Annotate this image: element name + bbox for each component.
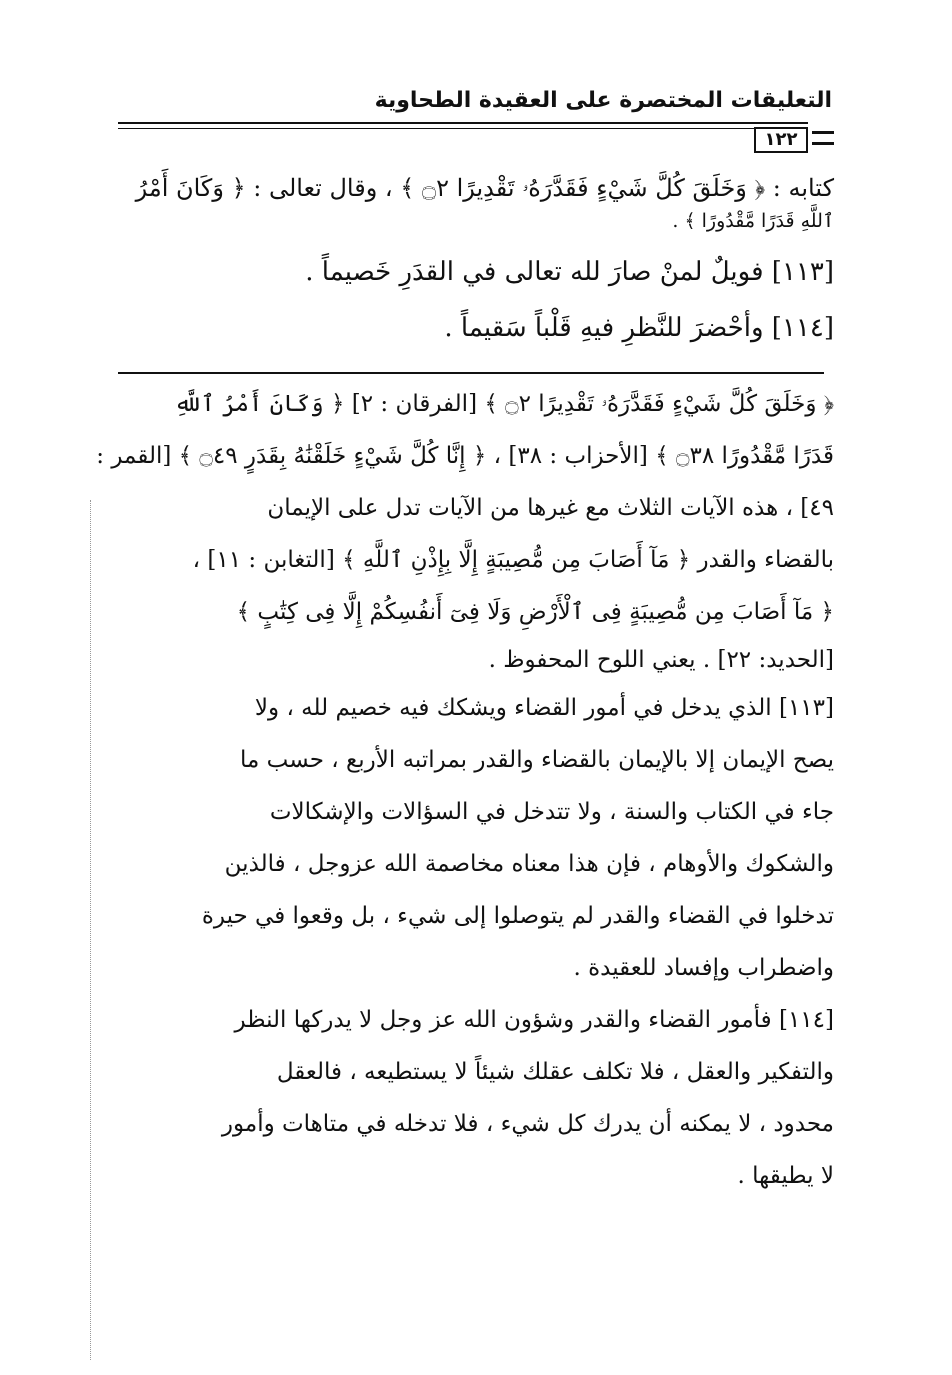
footnote-separator [118, 372, 824, 374]
main-line: [١١٤] وأحْضرَ للنَّظرِ فيهِ قَلْباً سَقيماً . [444, 313, 834, 343]
main-text-intro [118, 170, 834, 236]
footnote-line: محدود ، لا يمكنه أن يدرك كل شيء ، فلا تدخله في متاهات وأمور [221, 1111, 834, 1137]
running-header-title: التعليقات المختصرة على العقيدة الطحاوية [374, 88, 832, 113]
footnote-line: تدخلوا في القضاء والقدر لم يتوصلوا إلى شيء ، بل وقعوا في حيرة [201, 903, 834, 929]
footnote-line: واضطراب وإفساد للعقيدة . [573, 955, 834, 981]
footnote-line: قَدَرًا مَّقْدُورًا ۝٣٨ ﴾ [الأحزاب : ٣٨] ، ﴿ إِنَّا كُلَّ شَيْءٍ خَلَقْنَٰهُ بِقَدَرٍ ۝٤٩ ﴾ [القمر : [96, 443, 834, 469]
footnote-line: [١١٤] فأمور القضاء والقدر وشؤون الله عز وجل لا يدركها النظر [234, 1007, 834, 1033]
footnote-line: يصح الإيمان إلا بالإيمان بالقضاء والقدر بمراتبه الأربع ، حسب ما [240, 747, 834, 773]
footnote-line: جاء في الكتاب والسنة ، ولا تتدخل في السؤالات والإشكالات [269, 799, 834, 825]
header-rule [118, 122, 808, 129]
footnote-line: ﴿ مَآ أَصَابَ مِن مُّصِيبَةٍ فِى ٱلْأَرْضِ وَلَا فِىٓ أَنفُسِكُمْ إِلَّا فِى كِتَٰبٍ ﴾ [236, 599, 834, 625]
footnote-line: [الحديد: ٢٢] . يعني اللوح المحفوظ . [488, 647, 834, 673]
scan-margin-mark [90, 500, 93, 1360]
footnote-line: ﴿ وَخَلَقَ كُلَّ شَيْءٍ فَقَدَّرَهُۥ تَقْدِيرًا ۝٢ ﴾ [الفرقان : ٢] ﴿ وَكَانَ أَمْرُ ٱللَّهِ [174, 391, 834, 417]
page-number-ornament [812, 131, 834, 145]
main-line: كتابه : ﴿ وَخَلَقَ كُلَّ شَيْءٍ فَقَدَّرَهُۥ تَقْدِيرًا ۝٢ ﴾ ، وقال تعالى : ﴿ وَكَانَ أَمْرُ [135, 174, 834, 202]
footnote-line: والشكوك والأوهام ، فإن هذا معناه مخاصمة الله عزوجل ، فالذين [224, 851, 834, 877]
main-line: [١١٣] فويلٌ لمنْ صارَ لله تعالى في القدَرِ خَصيماً . [305, 257, 834, 287]
main-line: ٱللَّهِ قَدَرًا مَّقْدُورًا ﴾ . [672, 210, 834, 232]
footnote-line: ٤٩] ، هذه الآيات الثلاث مع غيرها من الآيات تدل على الإيمان [267, 495, 834, 521]
footnote-line: والتفكير والعقل ، فلا تكلف عقلك شيئاً لا يستطيعه ، فالعقل [276, 1059, 834, 1085]
footnotes [96, 378, 834, 1202]
footnote-line: [١١٣] الذي يدخل في أمور القضاء ويشكك فيه خصيم لله ، ولا [254, 695, 834, 721]
main-text-113 [118, 250, 834, 294]
footnote-line: لا يطيقها . [737, 1163, 834, 1189]
page-number: ١٢٢ [754, 127, 808, 153]
footnote-line: بالقضاء والقدر ﴿ مَآ أَصَابَ مِن مُّصِيبَةٍ إِلَّا بِإِذْنِ ٱللَّهِ ﴾ [التغابن : ١١] ، [192, 547, 834, 573]
main-text-114 [118, 306, 834, 350]
